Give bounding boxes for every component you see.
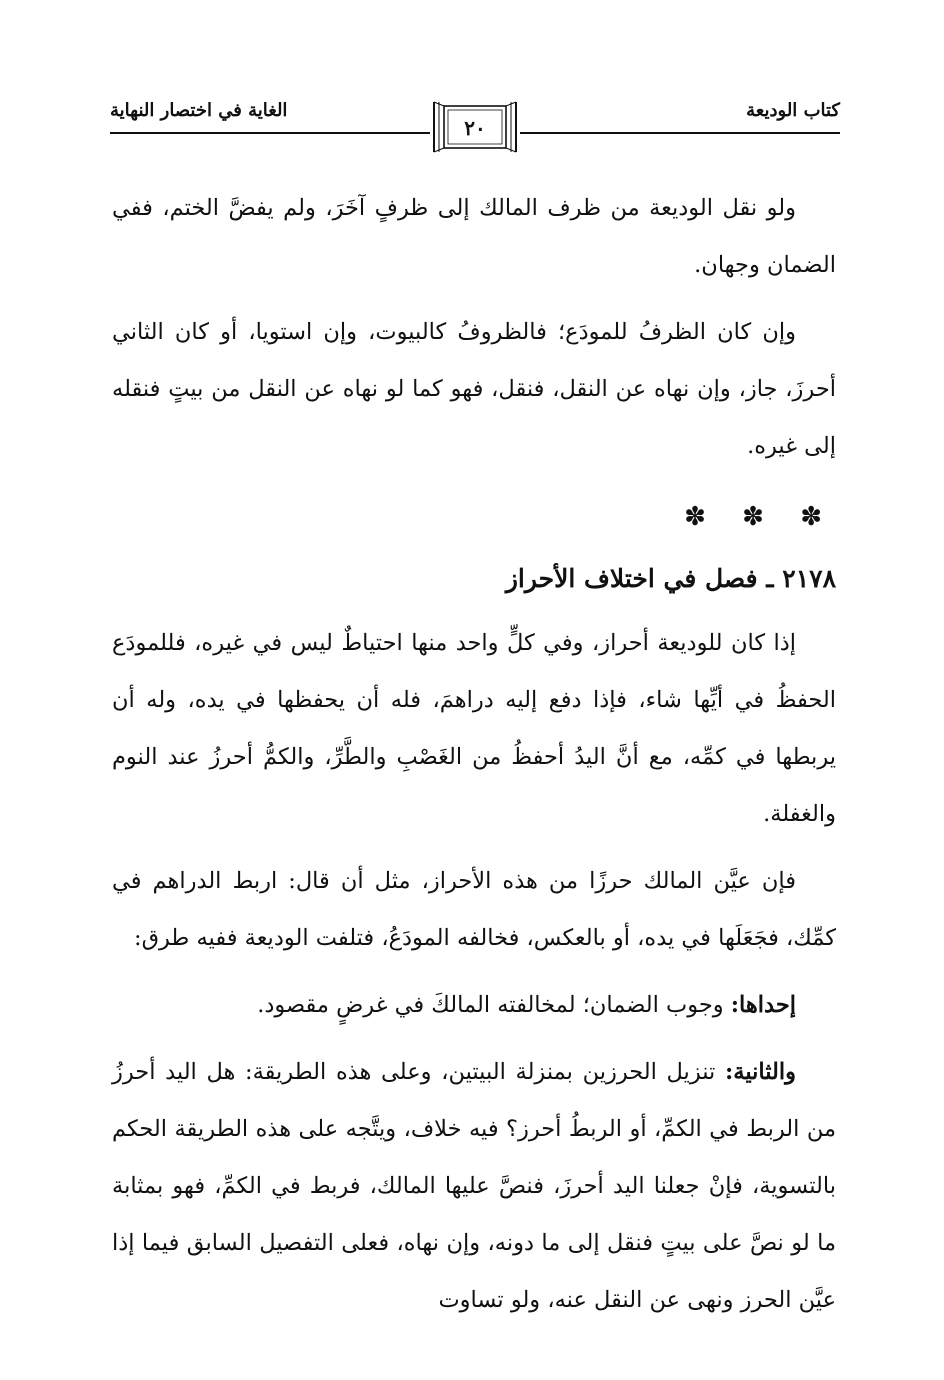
paragraph-6 [112, 1044, 836, 1329]
paragraph-3: إذا كان للوديعة أحراز، وفي كلٍّ واحد منها احتياطٌ ليس في غيره، فللمودَع الحفظُ في أيِّها شاء، فإذا دفع إليه دراهمَ، فله أن يحفظها في يده، وله أن يربطها في كمِّه، مع أنَّ اليدُ أحفظُ من الغَصْبِ والطَّرِّ، والكمُّ أحرزُ عند النوم والغفلة. [112, 630, 836, 827]
paragraph-5-text: وجوب الضمان؛ لمخالفته المالكَ في غرضٍ مقصود. [257, 992, 731, 1018]
paragraph-4: فإن عيَّن المالك حرزًا من هذه الأحراز، مثل أن قال: اربط الدراهم في كمِّك، فجَعَلَها في يده، أو بالعكس، فخالفه المودَعُ، فتلفت الوديعة ففيه طرق: [112, 868, 836, 951]
paragraph-5 [112, 977, 836, 1034]
page-number-frame [430, 98, 520, 156]
section-heading: ٢١٧٨ ـ فصل في اختلاف الأحراز [505, 564, 836, 593]
paragraph-6-lead: والثانية: [724, 1059, 796, 1085]
main-text [112, 180, 836, 1329]
book-title: الغاية في اختصار النهاية [110, 100, 288, 121]
paragraph-6-text: تنزيل الحرزين بمنزلة البيتين، وعلى هذه الطريقة: هل اليد أحرزُ من الربط في الكمِّ، أو الربطُ أحرز؟ فيه خلاف، ويتَّجه على هذه الطريقة الحكم بالتسوية، فإنْ جعلنا اليد أحرزَ، فنصَّ عليها المالك، فربط في الكمِّ، فهو بمثابة ما لو نصَّ على بيتٍ فنقل إلى ما دونه، وإن نهاه، فعلى التفصيل السابق فيما إذا عيَّن الحرز ونهى عن النقل عنه، ولو تساوت [112, 1059, 836, 1313]
paragraph-2: وإن كان الظرفُ للمودَع؛ فالظروفُ كالبيوت، وإن استويا، أو كان الثاني أحرزَ، جاز، وإن نهاه عن النقل، فنقل، فهو كما لو نهاه عن النقل من بيتٍ فنقله إلى غيره. [112, 319, 836, 459]
running-header [110, 94, 840, 164]
paragraph-5-lead: إحداها: [730, 992, 796, 1018]
paragraph-1: ولو نقل الوديعة من ظرف المالك إلى ظرفٍ آخَرَ، ولم يفضَّ الختم، ففي الضمان وجهان. [112, 195, 836, 278]
chapter-title: كتاب الوديعة [746, 100, 840, 121]
page-number: ٢٠ [464, 116, 486, 140]
section-separator: ✽ ✽ ✽ [684, 502, 836, 532]
